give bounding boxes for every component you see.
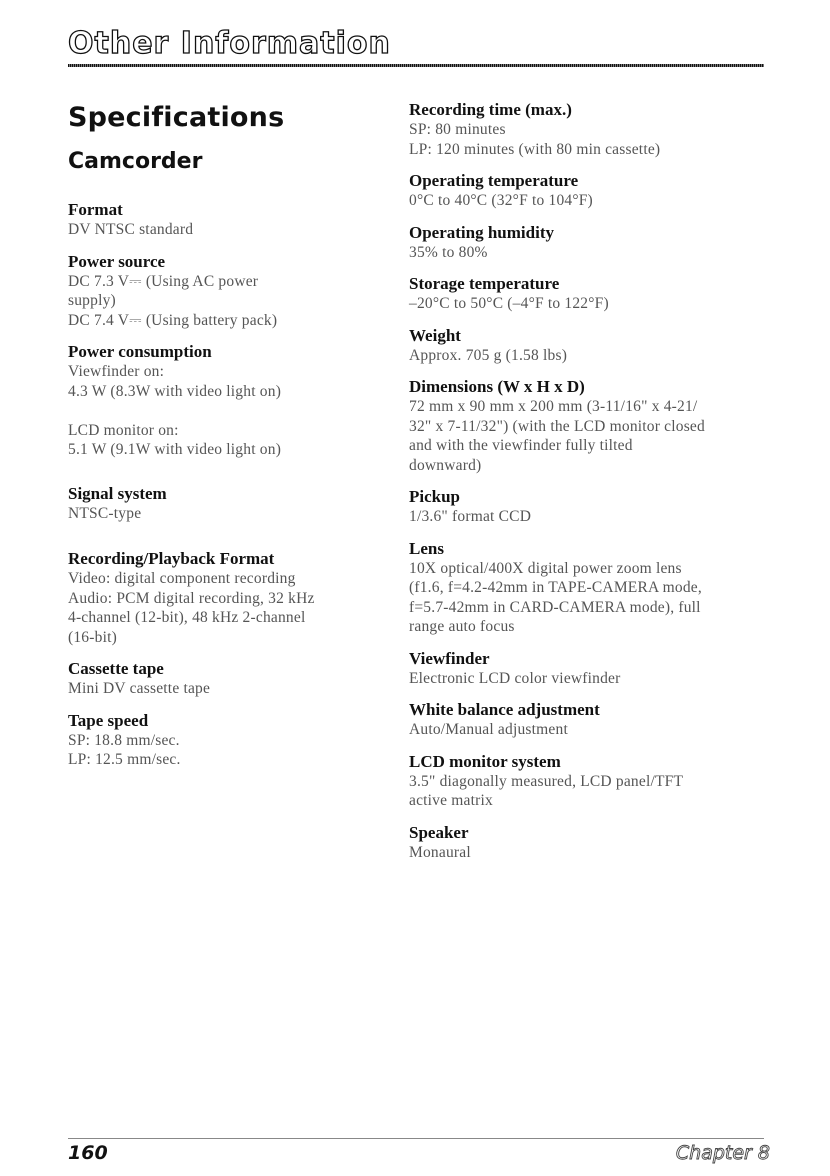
spec-dimensions xyxy=(409,377,774,475)
sub-heading: Camcorder xyxy=(68,149,203,174)
spec-title: Dimensions (W x H x D) xyxy=(409,377,585,396)
spec-line: supply) xyxy=(68,292,116,309)
spec-operating-humidity xyxy=(409,223,774,263)
spec-lens xyxy=(409,539,774,637)
spec-line: Mini DV cassette tape xyxy=(68,680,211,697)
spec-viewfinder xyxy=(409,649,774,689)
spec-line: 5.1 W (9.1W with video light on) xyxy=(68,441,282,458)
spec-line: DV NTSC standard xyxy=(68,221,194,238)
spec-white-balance xyxy=(409,700,774,740)
spec-line: Video: digital component recording xyxy=(68,570,296,587)
header-title: Other Information xyxy=(68,26,391,61)
spec-line: 10X optical/400X digital power zoom lens xyxy=(409,559,682,577)
spec-line: range auto focus xyxy=(409,618,515,635)
spec-title: Lens xyxy=(409,538,444,558)
spec-weight xyxy=(409,326,774,366)
spec-title: Recording/Playback Format xyxy=(68,549,275,568)
spec-recording-playback-format xyxy=(68,549,388,647)
spec-line: Viewfinder on: xyxy=(68,363,165,380)
spec-line: (f1.6, f=4.2-42mm in TAPE-CAMERA mode, xyxy=(409,579,702,596)
spec-line: LP: 12.5 mm/sec. xyxy=(68,751,181,768)
spec-cassette-tape xyxy=(68,659,388,699)
spec-line: SP: 18.8 mm/sec. xyxy=(68,731,180,749)
spec-line xyxy=(68,401,388,421)
spec-title: Recording time (max.) xyxy=(409,100,572,119)
spec-line: downward) xyxy=(409,456,482,474)
spec-title: Tape speed xyxy=(68,710,149,730)
spec-line: (16-bit) xyxy=(68,628,117,646)
spec-line: 0°C to 40°C (32°F to 104°F) xyxy=(409,192,593,209)
spec-recording-time xyxy=(409,100,774,159)
spec-line: LCD monitor on: xyxy=(68,421,179,439)
spec-title: Speaker xyxy=(409,822,469,842)
page-heading: Specifications xyxy=(68,102,285,133)
spec-title: Format xyxy=(68,200,123,219)
spec-line: Electronic LCD color viewfinder xyxy=(409,669,621,687)
spec-line: LP: 120 minutes (with 80 min cassette) xyxy=(409,140,661,158)
spec-line: Audio: PCM digital recording, 32 kHz xyxy=(68,589,315,607)
spec-lcd-monitor-system xyxy=(409,752,774,811)
spec-line: SP: 80 minutes xyxy=(409,121,506,138)
page-number: 160 xyxy=(68,1142,108,1164)
spec-line: f=5.7-42mm in CARD-CAMERA mode), full xyxy=(409,598,701,616)
spec-line: 1/3.6" format CCD xyxy=(409,508,532,525)
spec-line: DC 7.4 V⎓ (Using battery pack) xyxy=(68,311,278,329)
spec-line: active matrix xyxy=(409,792,493,809)
spec-title: Pickup xyxy=(409,487,461,506)
spec-speaker xyxy=(409,823,774,863)
spec-signal-system xyxy=(68,484,388,524)
spec-line: 35% to 80% xyxy=(409,243,488,261)
spec-title: Storage temperature xyxy=(409,274,560,293)
spec-line: 3.5" diagonally measured, LCD panel/TFT xyxy=(409,772,684,790)
right-column xyxy=(409,100,774,874)
spec-line: and with the viewfinder fully tilted xyxy=(409,437,633,454)
spec-pickup xyxy=(409,487,774,527)
spec-line: Approx. 705 g (1.58 lbs) xyxy=(409,346,568,364)
spec-title: Viewfinder xyxy=(409,648,490,668)
spec-line: 32" x 7-11/32") (with the LCD monitor closed xyxy=(409,417,705,435)
spec-title: Operating temperature xyxy=(409,171,579,190)
spec-power-source xyxy=(68,252,388,331)
chapter-label: Chapter 8 xyxy=(675,1142,770,1164)
header-rule xyxy=(68,64,764,67)
spec-title: Power source xyxy=(68,251,166,271)
spec-title: Operating humidity xyxy=(409,222,554,242)
spec-line: NTSC-type xyxy=(68,504,142,522)
spec-line: –20°C to 50°C (–4°F to 122°F) xyxy=(409,295,609,312)
spec-line: DC 7.3 V⎓ (Using AC power xyxy=(68,272,259,290)
spec-power-consumption xyxy=(68,342,388,460)
spec-line: Auto/Manual adjustment xyxy=(409,721,568,738)
spec-line: 4-channel (12-bit), 48 kHz 2-channel xyxy=(68,609,306,626)
spec-title: White balance adjustment xyxy=(409,700,600,719)
spec-format xyxy=(68,200,388,240)
spec-tape-speed xyxy=(68,711,388,770)
spec-line: 72 mm x 90 mm x 200 mm (3-11/16" x 4-21/ xyxy=(409,398,698,415)
spec-operating-temperature xyxy=(409,171,774,211)
spec-title: Cassette tape xyxy=(68,659,164,678)
spec-title: Signal system xyxy=(68,483,167,503)
spec-line: Monaural xyxy=(409,843,471,861)
spec-title: Weight xyxy=(409,325,461,345)
spec-title: Power consumption xyxy=(68,342,212,361)
left-column xyxy=(68,94,388,782)
footer-rule xyxy=(68,1138,764,1139)
spec-storage-temperature xyxy=(409,274,774,314)
spec-title: LCD monitor system xyxy=(409,751,561,771)
spec-line: 4.3 W (8.3W with video light on) xyxy=(68,382,282,400)
